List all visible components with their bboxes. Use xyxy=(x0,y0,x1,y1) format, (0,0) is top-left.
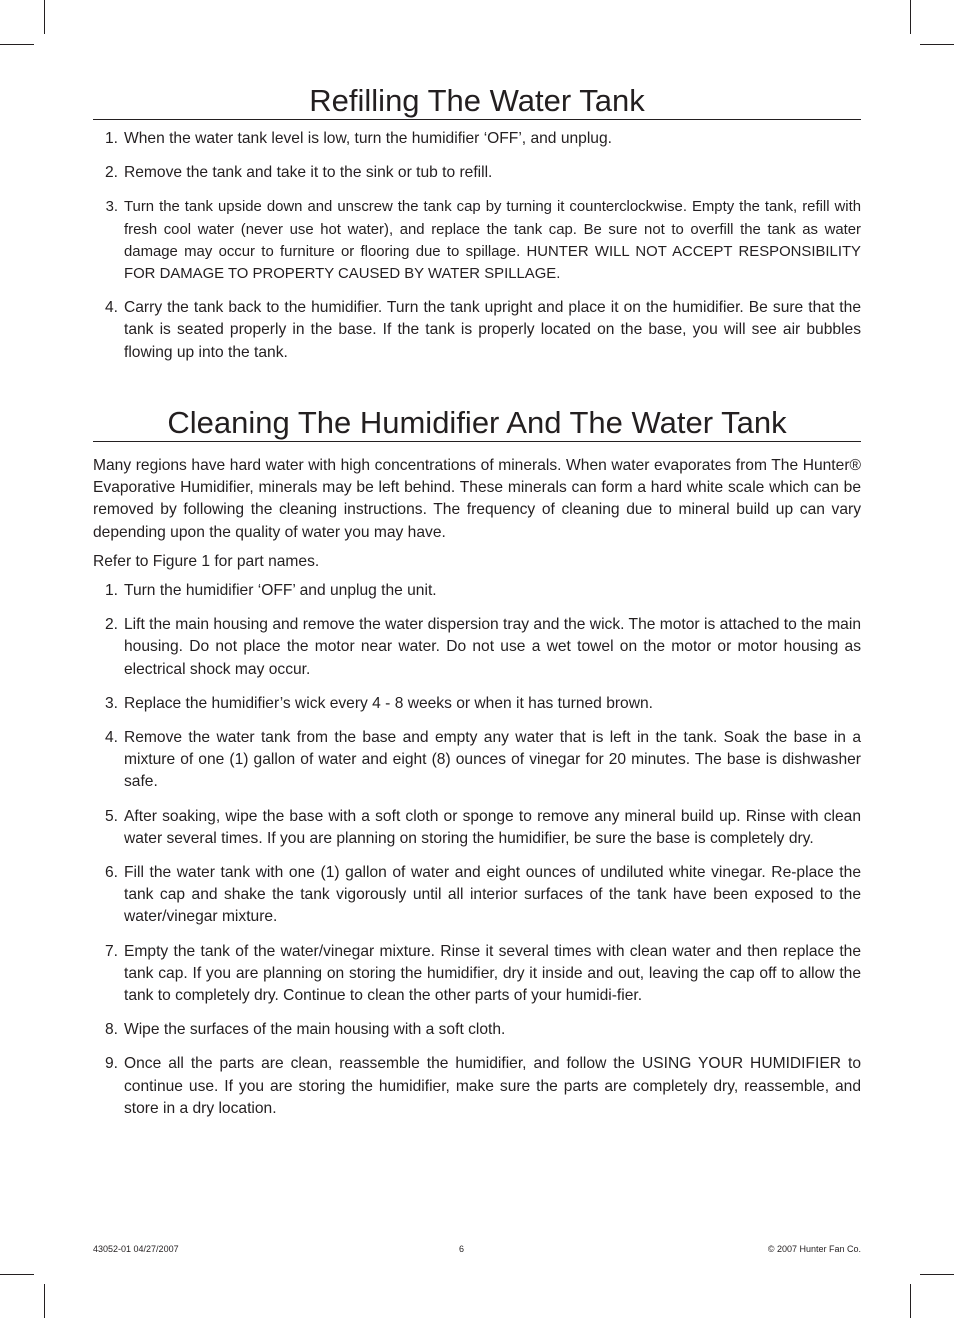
crop-mark xyxy=(44,1284,45,1318)
step-number: 1. xyxy=(104,582,118,600)
step-number: 6. xyxy=(104,864,118,882)
section-title-cleaning: Cleaning The Humidifier And The Water Tank xyxy=(93,405,861,442)
step-number: 5. xyxy=(104,807,118,825)
cleaning-body xyxy=(93,455,861,1120)
crop-mark xyxy=(910,1284,911,1318)
list-item xyxy=(93,614,861,681)
step-text: Turn the tank upside down and unscrew the tank cap by turning it counterclockwise. Empty the tank, refill with fresh cool water (never use hot water), and replace the tank cap. Be sure not to overfill the tank as water damage may occur to furniture or flooring due to spillage. HUNTER WILL NOT ACCEPT RESPONSIBILITY FOR DAMAGE TO PROPERTY CAUSED BY WATER SPILLAGE. xyxy=(124,199,861,283)
step-text: Lift the main housing and remove the water dispersion tray and the wick. The motor is attached to the main housing. Do not place the motor near water. Do not use a wet towel on the motor or motor housing as electrical shock may occur. xyxy=(124,616,861,678)
footer-copyright: © 2007 Hunter Fan Co. xyxy=(767,1244,861,1254)
list-item xyxy=(93,693,861,715)
list-item xyxy=(93,162,861,184)
section-title-refilling: Refilling The Water Tank xyxy=(93,83,861,120)
list-item xyxy=(93,580,861,602)
intro-paragraph: Many regions have hard water with high concentrations of minerals. When water evaporates from The Hunter® Evaporative Humidifier, minerals may be left behind. These minerals can form a hard white scale which can be removed by following the cleaning instructions. The frequency of cleaning due to mineral build up can vary depending upon the quality of water you may have. xyxy=(93,457,861,541)
crop-mark xyxy=(920,1274,954,1275)
crop-mark xyxy=(920,44,954,45)
step-text: Carry the tank back to the humidifier. Turn the tank upright and place it on the humidifier. Be sure that the tank is seated properly in the base. If the tank is properly located on the base, you will see air bubbles flowing up into the tank. xyxy=(124,299,861,361)
crop-mark xyxy=(0,1274,34,1275)
step-text: Wipe the surfaces of the main housing with a soft cloth. xyxy=(124,1021,506,1039)
step-number: 7. xyxy=(104,942,118,960)
step-text: Remove the water tank from the base and empty any water that is left in the tank. Soak the base in a mixture of one (1) gallon of water and eight (8) ounces of vinegar for 20 minutes. The base is dishwasher safe. xyxy=(124,729,861,791)
step-number: 8. xyxy=(104,1021,118,1039)
list-item xyxy=(93,1053,861,1120)
step-number: 2. xyxy=(104,164,118,182)
list-item xyxy=(93,727,861,794)
list-item xyxy=(93,941,861,1008)
step-number: 2. xyxy=(104,616,118,634)
list-item xyxy=(93,196,861,285)
crop-mark xyxy=(910,0,911,34)
list-item xyxy=(93,128,861,150)
list-item xyxy=(93,806,861,850)
footer-page-number: 6 xyxy=(459,1244,465,1254)
step-text: Once all the parts are clean, reassemble the humidifier, and follow the USING YOUR HUMIDIFIER to continue use. If you are storing the humidifier, make sure the parts are completely dry, reassemble, and store in a dry location. xyxy=(124,1055,861,1117)
step-number: 1. xyxy=(104,130,118,147)
refill-steps-list xyxy=(93,128,861,364)
step-number: 3. xyxy=(104,694,118,712)
step-text: Remove the tank and take it to the sink or tub to refill. xyxy=(124,164,493,182)
step-number: 3. xyxy=(105,199,118,216)
step-text: Replace the humidifier’s wick every 4 - 8 weeks or when it has turned brown. xyxy=(124,694,653,712)
crop-mark xyxy=(0,44,34,45)
step-text: Empty the tank of the water/vinegar mixture. Rinse it several times with clean water and then replace the tank cap. If you are planning on storing the humidifier, dry it inside and out, leaving the cap off to allow the tank to completely dry. Continue to clean the other parts of your humidi-fier. xyxy=(124,942,861,1005)
cleaning-steps-list xyxy=(93,580,861,1120)
step-number: 4. xyxy=(104,299,118,317)
refer-paragraph: Refer to Figure 1 for part names. xyxy=(93,552,320,570)
footer-doc-code: 43052-01 04/27/2007 xyxy=(93,1244,179,1254)
step-text: When the water tank level is low, turn the humidifier ‘OFF’, and unplug. xyxy=(124,130,612,147)
list-item xyxy=(93,862,861,929)
crop-mark xyxy=(44,0,45,34)
step-number: 9. xyxy=(104,1055,118,1073)
step-text: Fill the water tank with one (1) gallon of water and eight ounces of undiluted white vinegar. Re-place the tank cap and shake the tank vigorously until all interior surfaces of the tank have been exposed to the water/vinegar mixture. xyxy=(124,864,861,926)
page-content xyxy=(93,0,861,1240)
list-item xyxy=(93,1019,861,1041)
step-text: After soaking, wipe the base with a soft cloth or sponge to remove any mineral build up. Rinse with clean water several times. If you are planning on storing the humidifier, be sure the base is completely dry. xyxy=(124,807,861,847)
step-text: Turn the humidifier ‘OFF’ and unplug the unit. xyxy=(124,582,437,600)
step-number: 4. xyxy=(104,729,118,747)
list-item xyxy=(93,297,861,364)
